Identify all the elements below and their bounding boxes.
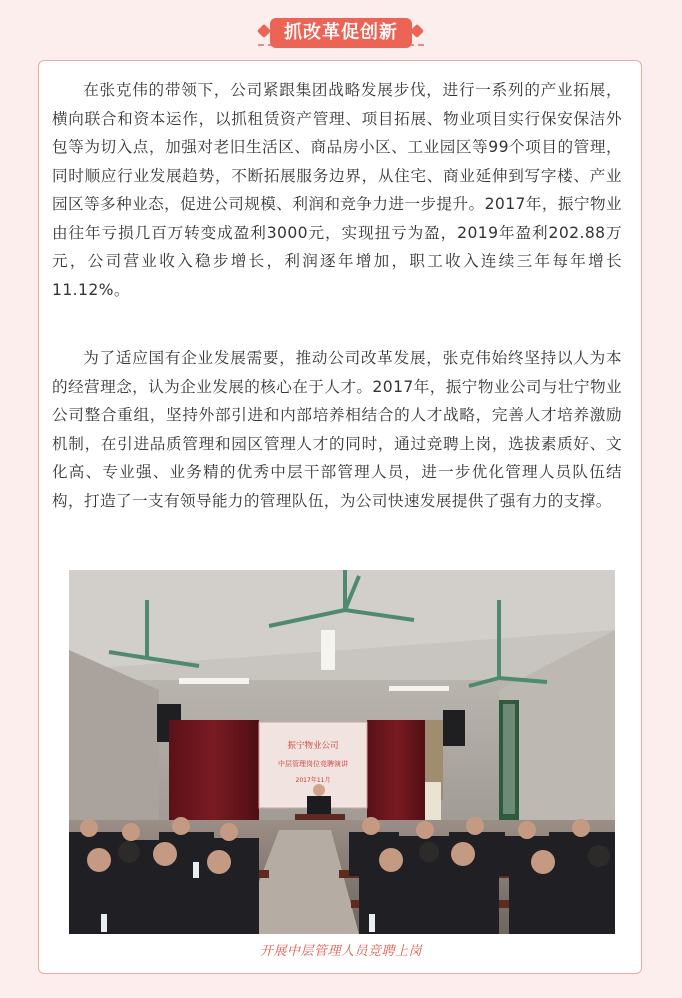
paragraph-2: 为了适应国有企业发展需要，推动公司改革发展，张克伟始终坚持以人为本的经营理念，认为企业发展的核心在于人才。2017年，振宁物业公司与壮宁物业公司整合重组，坚持外部引进和内部培养相结合的人才战略，完善人才培养激励机制，在引进品质管理和园区管理人才的同时，通过竞聘上岗，选拔素质好、文化高、专业强、业务精的优秀中层干部管理人员，进一步优化管理人员队伍结构，打造了一支有领导能力的管理队伍，为公司快速发展提供了强有力的支撑。 <box>52 349 622 510</box>
screen-date: 2017年11月 <box>295 777 331 784</box>
right-diamond-icon <box>410 24 424 38</box>
screen-subtitle: 中层管理岗位竞聘演讲 <box>278 760 348 768</box>
section-header <box>0 8 682 52</box>
photo-caption: 开展中层管理人员竞聘上岗 <box>259 944 422 959</box>
screen-title: 振宁物业公司 <box>287 741 339 751</box>
left-diamond-icon <box>257 24 271 38</box>
paragraph-1: 在张克伟的带领下，公司紧跟集团战略发展步伐，进行一系列的产业拓展，横向联合和资本运作，以抓租赁资产管理、项目拓展、物业项目实行保安保洁外包等为切入点，加强对老旧生活区、商品房小区、工业园区等99个项目的管理，同时顺应行业发展趋势，不断拓展服务边界，从住宅、商业延伸到写字楼、产业园区等多种业态，促进公司规模、利润和竞争力进一步提升。2017年，振宁物业由往年亏损几百万转变成盈利3000元，实现扭亏为盈，2019年盈利202.88万元，公司营业收入稳步增长，利润逐年增加，职工收入连续三年每年增长11.12%。 <box>52 81 622 299</box>
meeting-photo <box>69 570 615 934</box>
section-title: 抓改革促创新 <box>270 18 412 48</box>
